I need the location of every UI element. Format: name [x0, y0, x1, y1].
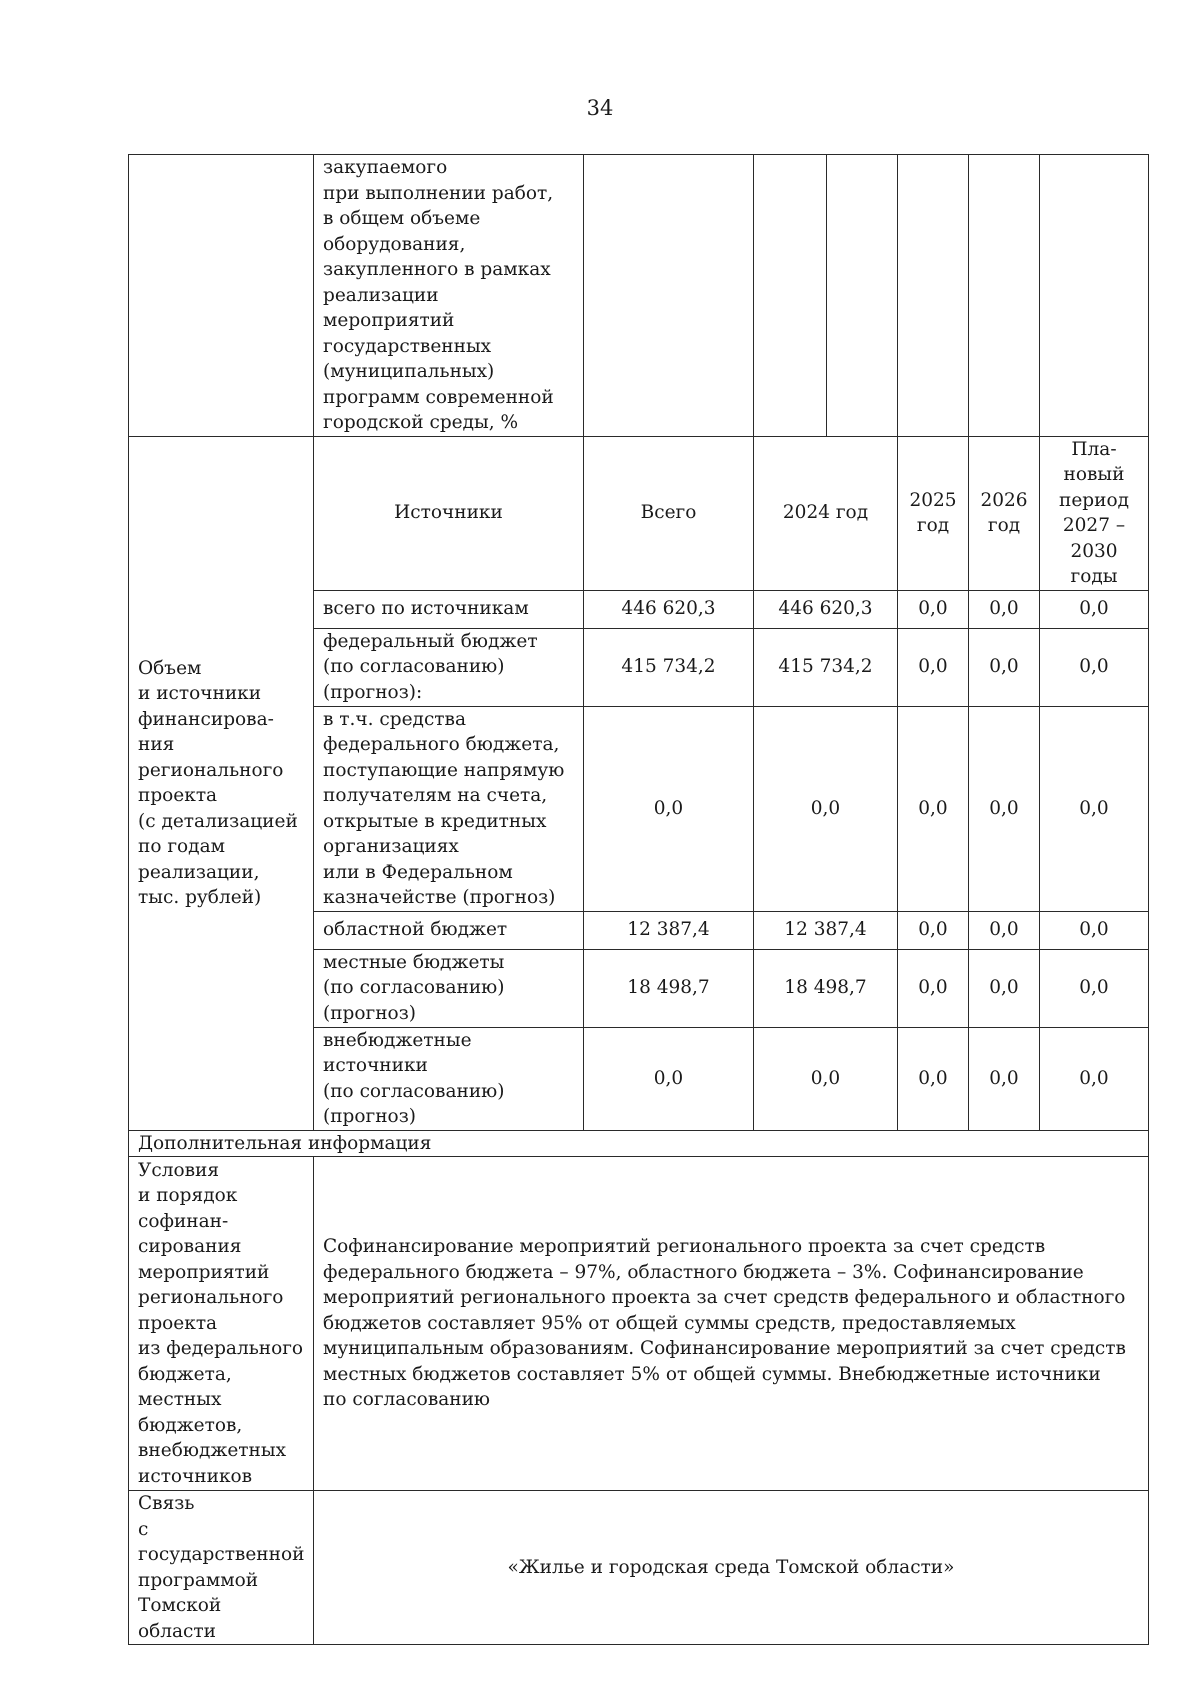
planned-cell: 0,0 [1040, 911, 1149, 949]
additional-info-title: Дополнительная информация [129, 1130, 1149, 1157]
program-link-label: Связь с государственной программой Томской области [129, 1491, 314, 1645]
additional-info-row [129, 1130, 1149, 1157]
page-number: 34 [586, 96, 614, 120]
header-sources: Источники [314, 436, 584, 590]
indicator-text: закупаемого при выполнении работ, в общем объеме оборудования, закупленного в рамках реализации мероприятий государственных (муниципальных) программ современной городской среды, % [314, 155, 584, 437]
passport-table [128, 154, 1149, 1645]
empty-cell [827, 155, 898, 437]
total-cell: 446 620,3 [584, 590, 754, 628]
y2026-cell: 0,0 [969, 1027, 1040, 1130]
empty-cell [754, 155, 827, 437]
y2026-cell: 0,0 [969, 706, 1040, 911]
source-cell: областной бюджет [314, 911, 584, 949]
total-cell: 18 498,7 [584, 949, 754, 1027]
planned-cell: 0,0 [1040, 590, 1149, 628]
y2026-cell: 0,0 [969, 911, 1040, 949]
total-cell: 415 734,2 [584, 628, 754, 706]
source-cell: федеральный бюджет (по согласованию) (прогноз): [314, 628, 584, 706]
source-cell: местные бюджеты (по согласованию) (прогноз) [314, 949, 584, 1027]
planned-cell: 0,0 [1040, 628, 1149, 706]
cofinancing-row [129, 1157, 1149, 1491]
y2025-cell: 0,0 [898, 1027, 969, 1130]
header-2026: 2026 год [969, 436, 1040, 590]
empty-cell [1040, 155, 1149, 437]
source-cell: в т.ч. средства федерального бюджета, поступающие напрямую получателям на счета, открытые в кредитных организациях или в Федеральном казначействе (прогноз) [314, 706, 584, 911]
y2025-cell: 0,0 [898, 628, 969, 706]
y2024-cell: 446 620,3 [754, 590, 898, 628]
y2024-cell: 12 387,4 [754, 911, 898, 949]
program-link-row [129, 1491, 1149, 1645]
source-cell: всего по источникам [314, 590, 584, 628]
y2026-cell: 0,0 [969, 949, 1040, 1027]
empty-cell [898, 155, 969, 437]
header-2024: 2024 год [754, 436, 898, 590]
financing-label: Объем и источники финансирова- ния регионального проекта (с детализацией по годам реализации, тыс. рублей) [129, 436, 314, 1130]
total-cell: 0,0 [584, 1027, 754, 1130]
empty-cell [969, 155, 1040, 437]
total-cell: 0,0 [584, 706, 754, 911]
y2025-cell: 0,0 [898, 706, 969, 911]
y2024-cell: 18 498,7 [754, 949, 898, 1027]
header-planned-period: Пла- новый период 2027 – 2030 годы [1040, 436, 1149, 590]
planned-cell: 0,0 [1040, 706, 1149, 911]
total-cell: 12 387,4 [584, 911, 754, 949]
y2025-cell: 0,0 [898, 949, 969, 1027]
empty-label-cell [129, 155, 314, 437]
y2025-cell: 0,0 [898, 590, 969, 628]
source-cell: внебюджетные источники (по согласованию) (прогноз) [314, 1027, 584, 1130]
y2024-cell: 0,0 [754, 1027, 898, 1130]
header-total: Всего [584, 436, 754, 590]
cofinancing-label: Условия и порядок софинан- сирования мероприятий регионального проекта из федерального бюджета, местных бюджетов, внебюджетных источников [129, 1157, 314, 1491]
cofinancing-text: Софинансирование мероприятий регионального проекта за счет средств федерального бюджета – 97%, областного бюджета – 3%. Софинансирование мероприятий регионального проекта за счет средств федерального и областного бюджетов составляет 95% от общей суммы средств, предоставляемых муниципальным образованиям. Софинансирование мероприятий за счет средств местных бюджетов составляет 5% от общей суммы. Внебюджетные источники по согласованию [314, 1157, 1149, 1491]
y2026-cell: 0,0 [969, 628, 1040, 706]
y2024-cell: 415 734,2 [754, 628, 898, 706]
planned-cell: 0,0 [1040, 949, 1149, 1027]
y2025-cell: 0,0 [898, 911, 969, 949]
planned-cell: 0,0 [1040, 1027, 1149, 1130]
y2026-cell: 0,0 [969, 590, 1040, 628]
financing-header-row [129, 436, 1149, 590]
indicator-continuation-row [129, 155, 1149, 437]
program-name: «Жилье и городская среда Томской области» [314, 1491, 1149, 1645]
y2024-cell: 0,0 [754, 706, 898, 911]
empty-cell [584, 155, 754, 437]
header-2025: 2025 год [898, 436, 969, 590]
